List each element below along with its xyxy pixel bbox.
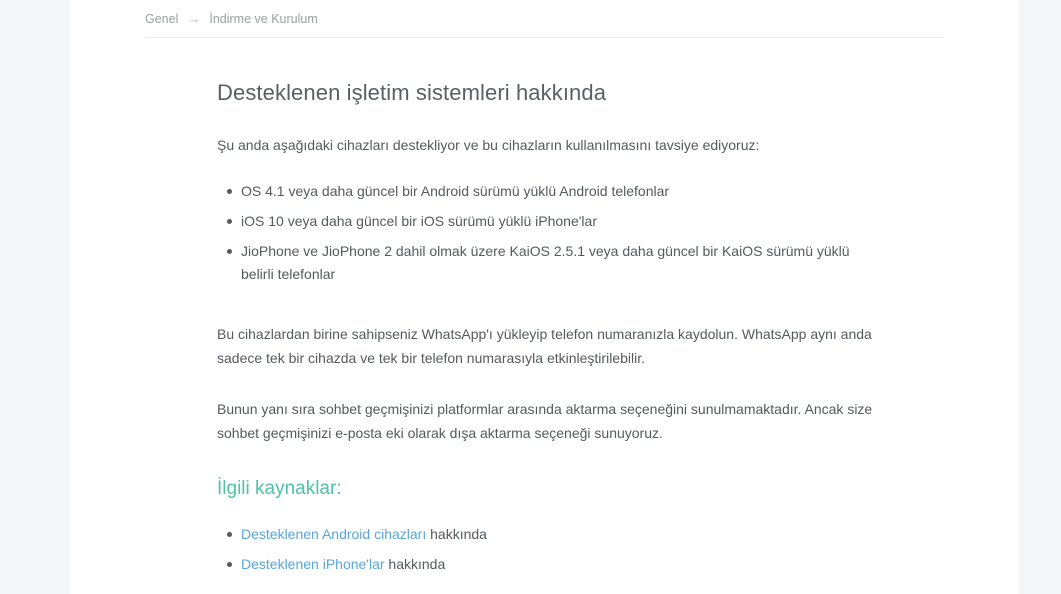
related-resources-heading: İlgili kaynaklar: bbox=[217, 478, 342, 499]
page-title: Desteklenen işletim sistemleri hakkında bbox=[217, 80, 607, 105]
paragraph-activation: Bu cihazlardan birine sahipseniz WhatsApp'ı yükleyip telefon numaranızla kaydolun. WhatsApp aynı anda sadece tek bir cihazda ve tek bir telefon numarasıyla etkinleştirilebilir. bbox=[217, 326, 872, 366]
breadcrumb bbox=[145, 0, 944, 38]
related-link-android-suffix: hakkında bbox=[426, 526, 487, 542]
intro-text: Şu anda aşağıdaki cihazları destekliyor ve bu cihazların kullanılmasını tavsiye ediyoruz: bbox=[217, 137, 760, 153]
related-link-iphone-suffix: hakkında bbox=[384, 556, 446, 572]
list-item-android: OS 4.1 veya daha güncel bir Android sürümü yüklü Android telefonlar bbox=[217, 180, 875, 203]
paragraph-chat-history: Bunun yanı sıra sohbet geçmişinizi platformlar arasında aktarma seçeneğini sunulmamaktadır. Ancak size sohbet geçmişinizi e-posta eki olarak dışa aktarma seçeneği sunuyoruz. bbox=[217, 401, 873, 441]
supported-devices-list bbox=[217, 180, 875, 286]
list-item-ios: iOS 10 veya daha güncel bir iOS sürümü yüklü iPhone'lar bbox=[217, 210, 875, 233]
content-panel bbox=[70, 0, 1019, 594]
related-link-android[interactable]: Desteklenen Android cihazları bbox=[241, 526, 427, 542]
article-content bbox=[217, 80, 875, 594]
breadcrumb-link-genel[interactable]: Genel bbox=[145, 11, 179, 26]
related-links-list bbox=[217, 523, 875, 576]
breadcrumb-current-section: İndirme ve Kurulum bbox=[209, 11, 318, 26]
list-item-related-android bbox=[217, 523, 875, 546]
related-link-iphone[interactable]: Desteklenen iPhone'lar bbox=[241, 556, 385, 572]
breadcrumb-arrow-icon: → bbox=[187, 11, 201, 26]
list-item-kaios: JioPhone ve JioPhone 2 dahil olmak üzere KaiOS 2.5.1 veya daha güncel bir KaiOS sürümü yüklü belirli telefonlar bbox=[217, 240, 875, 286]
list-item-related-iphone bbox=[217, 553, 875, 576]
